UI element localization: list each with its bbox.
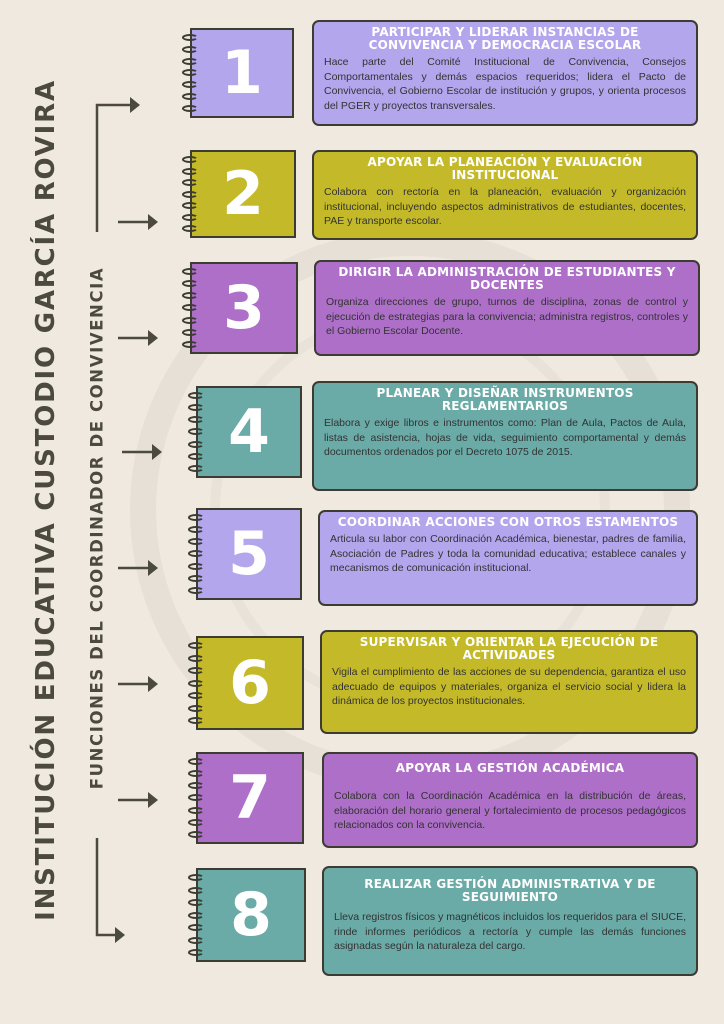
arrow-icon [118,674,160,694]
function-card-3 [314,260,700,356]
number-1: 1 [221,38,263,108]
function-card-4 [312,381,698,491]
number-card-3 [190,262,298,354]
arrow-icon [118,212,160,232]
function-title-5: COORDINAR ACCIONES CON OTROS ESTAMENTOS [337,515,679,529]
institution-title: INSTITUCIÓN EDUCATIVA CUSTODIO GARCÍA ROVIRA [31,79,61,921]
number-6: 6 [229,648,271,718]
function-title-6: SUPERVISAR Y ORIENTAR LA EJECUCIÓN DE ACTIVIDADES [359,635,659,662]
arrow-icon [118,328,160,348]
function-card-2 [312,150,698,240]
function-card-7 [322,752,698,848]
function-desc-5: Articula su labor con Coordinación Académica, bienestar, padres de familia, Asociación de Padres y toda la comunidad educativa; establece canales y mecanismos de comunicación institucional. [330,533,686,574]
function-desc-3: Organiza direcciones de grupo, turnos de disciplina, zonas de control y ejecución de estrategias para la convivencia; administra registros, controles y el Gobierno Escolar Docente. [326,296,688,337]
function-desc-6: Vigila el cumplimiento de las acciones de su dependencia, garantiza el uso adecuado de equipos y materiales, organiza el servicio social y lidera la dinámica de los proyectos institucionales. [332,666,686,707]
function-desc-1: Hace parte del Comité Institucional de Convivencia, Consejos Comportamentales y demás espacios requeridos; lidera el Pacto de Convivencia, el Gobierno Escolar de institución y grupos, y orienta procesos del PGER y proyectos transversales. [324,56,686,112]
number-card-1 [190,28,294,118]
function-desc-7: Colabora con la Coordinación Académica en la distribución de áreas, elaboración del horario general y fortalecimiento de procesos pedagógicos relacionados con la convivencia. [334,790,686,831]
function-desc-4: Elabora y exige libros e instrumentos como: Plan de Aula, Pactos de Aula, listas de asistencia, hojas de vida, seguimiento comportamental y demás documentos ordenados por el Decreto 1075 de 2015. [324,417,686,458]
function-title-3: DIRIGIR LA ADMINISTRACIÓN DE ESTUDIANTES Y DOCENTES [338,265,676,292]
number-card-7 [196,752,304,844]
function-title-8: REALIZAR GESTIÓN ADMINISTRATIVA Y DE SEGUIMIENTO [364,877,656,904]
number-7: 7 [229,763,271,833]
arrow-icon [122,442,164,462]
arrow-icon [118,790,160,810]
arrow-icon [118,558,160,578]
number-card-8 [196,868,306,962]
function-desc-2: Colabora con rectoría en la planeación, evaluación y organización institucional, incluyendo aspectos administrativos de estudiantes, docentes, PAE y transporte escolar. [324,186,686,227]
function-title-7: APOYAR LA GESTIÓN ACADÉMICA [395,761,625,775]
function-desc-8: Lleva registros físicos y magnéticos incluidos los requeridos para el SIUCE, rinde informes periódicos a rectoría y cumple las demás funciones asignadas según la naturaleza del cargo. [334,911,686,952]
number-5: 5 [228,519,270,589]
number-2: 2 [222,159,264,229]
number-card-2 [190,150,296,238]
function-card-8 [322,866,698,976]
function-title-2: APOYAR LA PLANEACIÓN Y EVALUACIÓN INSTITUCIONAL [367,155,643,182]
function-title-4: PLANEAR Y DISEÑAR INSTRUMENTOS REGLAMENTARIOS [376,386,634,413]
number-card-4 [196,386,302,478]
function-title-1: PARTICIPAR Y LIDERAR INSTANCIAS DE CONVIVENCIA Y DEMOCRACIA ESCOLAR [368,25,642,52]
page-subtitle: FUNCIONES DEL COORDINADOR DE CONVIVENCIA [87,266,107,790]
function-card-1 [312,20,698,126]
function-card-5 [318,510,698,606]
number-3: 3 [223,273,265,343]
number-card-6 [196,636,304,730]
number-card-5 [196,508,302,600]
number-4: 4 [228,397,270,467]
number-8: 8 [230,880,272,950]
function-card-6 [320,630,698,734]
